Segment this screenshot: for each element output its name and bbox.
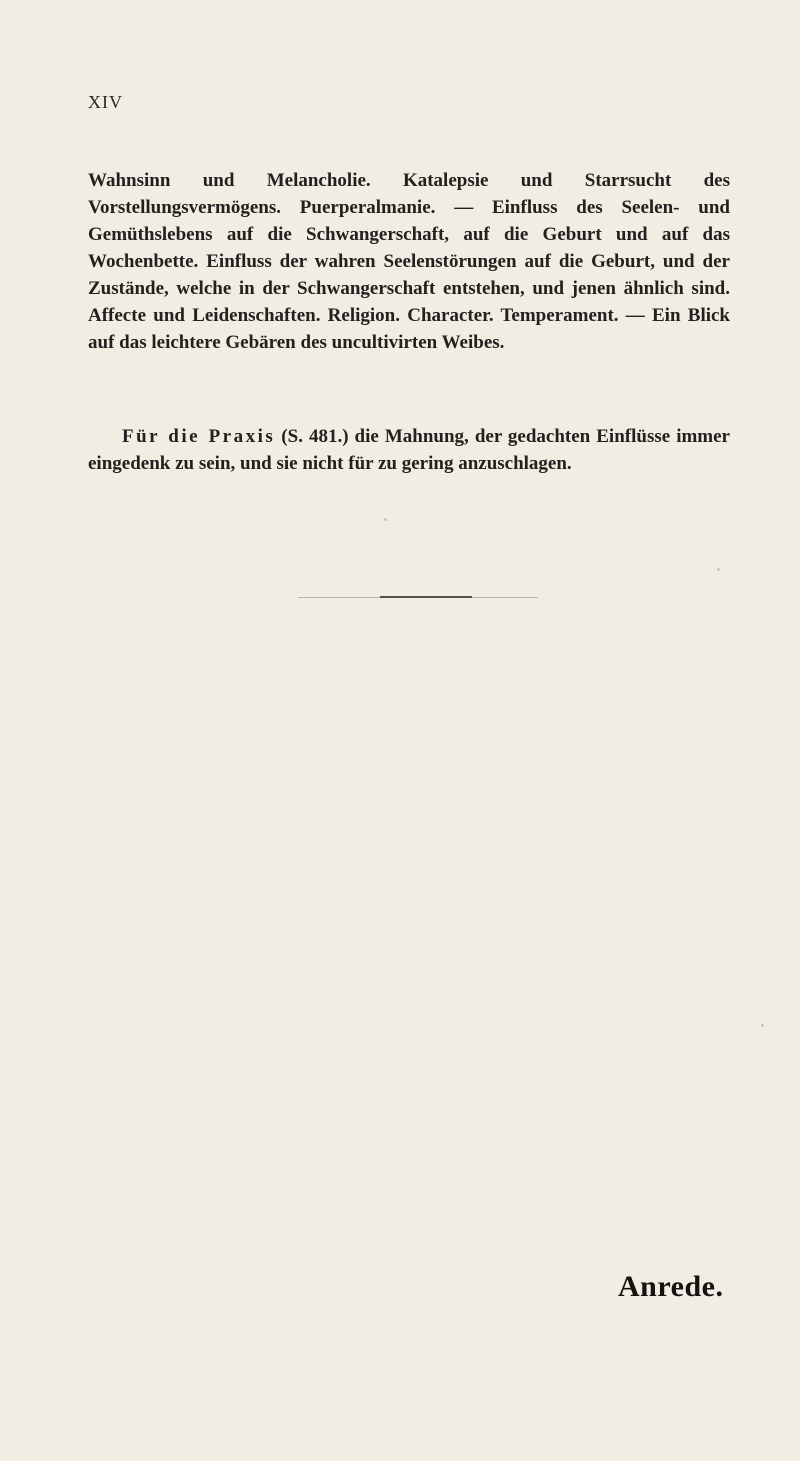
- practice-lead: Für die Praxis: [122, 426, 276, 447]
- paper-speck: [717, 568, 720, 571]
- practice-paragraph: [88, 423, 730, 477]
- summary-paragraph: Wahnsinn und Melancholie. Katalepsie und Starrsucht des Vorstellungsvermögens. Puerperalmanie. — Einfluss des Seelen- und Gemüthslebens auf die Schwangerschaft, auf die Geburt und auf das Wochenbette. Einfluss der wahren Seelenstörungen auf die Geburt, und der Zustände, welche in der Schwangerschaft entstehen, und jenen ähnlich sind. Affecte und Leidenschaften. Religion. Character. Temperament. — Ein Blick auf das leichtere Gebären des uncultivirten Weibes.: [88, 170, 730, 353]
- practice-text: (S. 481.) die Mahnung, der gedachten Einflüsse immer eingedenk zu sein, und sie nicht für zu gering anzuschlagen.: [88, 426, 730, 474]
- paper-speck: [761, 1024, 764, 1027]
- section-divider-accent: [380, 596, 472, 598]
- page-number: XIV: [88, 92, 123, 112]
- paper-speck: [384, 518, 387, 521]
- section-heading: Anrede.: [618, 1270, 724, 1303]
